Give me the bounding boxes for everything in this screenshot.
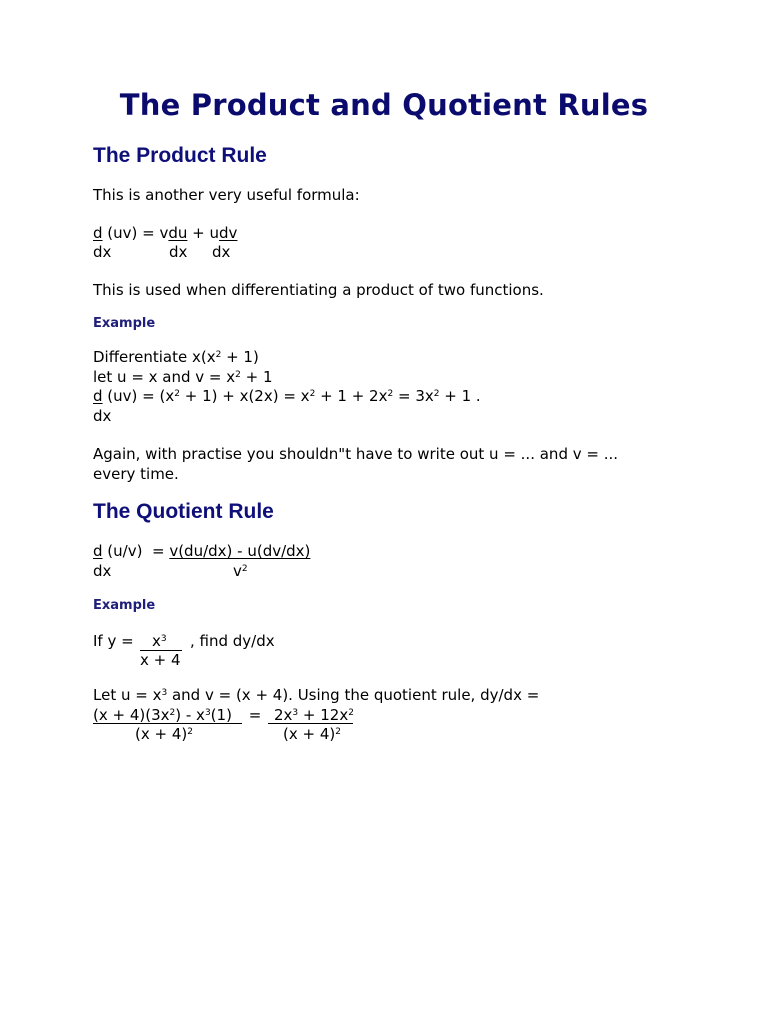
quotient-if-tail: , find dy/dx (190, 632, 275, 650)
formula-du: du (168, 224, 188, 242)
product-formula-dx1: dx (93, 243, 112, 261)
product-formula-dx2: dx (169, 243, 188, 261)
quotient-result-equals: = (244, 706, 267, 724)
quotient-formula-top: d (u/v) = v(du/dx) - u(dv/dx) (93, 542, 311, 560)
product-usage: This is used when differentiating a product of two functions. (93, 281, 544, 299)
product-formula-top (93, 224, 237, 243)
product-note-line2: every time. (93, 465, 179, 483)
formula-plus-u: + u (187, 224, 220, 242)
quotient-if-prefix: If y = (93, 632, 139, 650)
formula-d: d (93, 224, 103, 242)
quotient-formula-denominator: $v^2$ (233, 562, 248, 580)
product-formula-dx3: dx (212, 243, 231, 261)
page-title: The Product and Quotient Rules (119, 88, 649, 122)
quotient-result-denominator-2: $(x + 4)^2$ (283, 725, 341, 743)
quotient-numerator: v(du/dx) - u(dv/dx) (169, 542, 311, 560)
quotient-if-numerator: $x^3$ (152, 632, 167, 650)
product-example-line4: dx (93, 407, 112, 425)
product-note-line1: Again, with practise you shouldn"t have to write out u = ... and v = ... (93, 445, 619, 463)
quotient-result-fraction-bar-2 (268, 723, 353, 724)
quotient-result-fraction-bar-1 (93, 723, 242, 724)
formula-uv: (uv) = v (102, 224, 169, 242)
quotient-if-denominator: x + 4 (140, 651, 181, 669)
product-example-line3: d $(uv) = (x^2 + 1) + x(2x) = x^2 + 1 + 2x^2 = 3x^2 + 1$ . (93, 387, 481, 405)
product-intro: This is another very useful formula: (93, 186, 360, 204)
product-example-line1: Differentiate $x(x^2 + 1)$ (93, 348, 259, 366)
product-example-label: Example (93, 316, 156, 331)
product-rule-heading: The Product Rule (93, 144, 267, 167)
product-example-line2: let u = x and $v = x^2 + 1$ (93, 368, 273, 386)
quotient-example-label: Example (93, 598, 156, 613)
quotient-result-numerator-2: $2x^3 + 12x^2$ (274, 706, 354, 724)
quotient-result-denominator-1: $(x + 4)^2$ (135, 725, 193, 743)
quotient-result-numerator-1: $(x + 4)(3x^2) - x^3(1)$ (93, 706, 232, 724)
quotient-let-line: Let $u = x^3$ and v = (x + 4). Using the quotient rule, dy/dx = (93, 686, 540, 704)
quotient-rule-heading: The Quotient Rule (93, 500, 274, 523)
formula-dv: dv (219, 224, 238, 242)
quotient-formula-dx: dx (93, 562, 112, 580)
